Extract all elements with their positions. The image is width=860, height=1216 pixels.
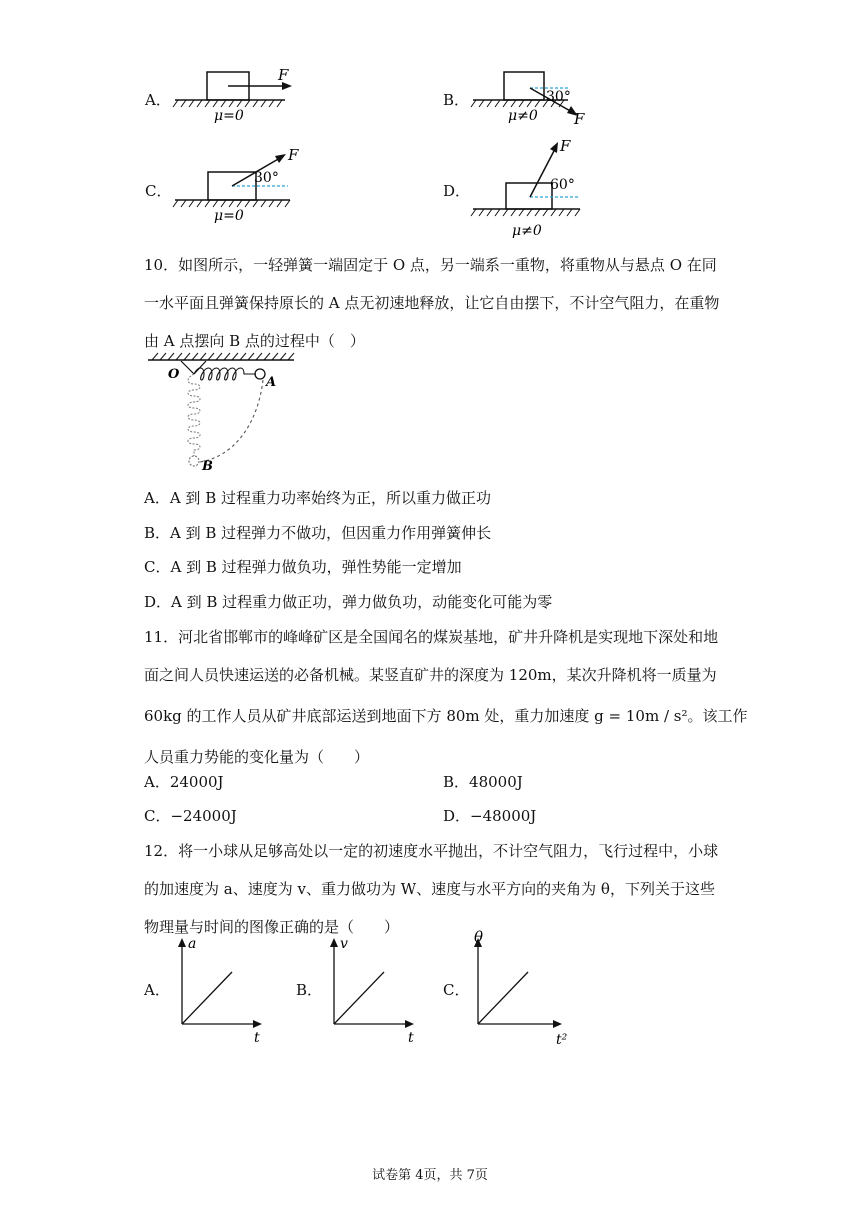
weight-at-b: [189, 456, 199, 466]
q11-option-c: C．−24000J: [144, 807, 237, 825]
y-axis-arrow: [178, 938, 186, 947]
x-axis-arrow: [553, 1020, 562, 1028]
q11-stem-line-2: 面之间人员快速运送的必备机械。某竖直矿井的深度为 120m，某次升降机将一质量为: [144, 666, 717, 684]
q9-option-d-letter: D．: [443, 182, 471, 200]
ground-hatch: [173, 100, 282, 107]
q10-option-b: B．A 到 B 过程弹力不做功，但因重力作用弹簧伸长: [144, 524, 492, 542]
q11-stem-line-1: 11．河北省邯郸市的峰峰矿区是全国闻名的煤炭基地，矿井升降机是实现地下深处和地: [144, 628, 719, 646]
spring-vertical: [188, 374, 200, 456]
graph-line: [478, 972, 528, 1024]
y-axis-label: θ: [474, 930, 484, 946]
ground-hatch: [471, 209, 580, 216]
arrow-head: [275, 154, 286, 163]
q12-stem-line-3: 物理量与时间的图像正确的是（ ）: [144, 918, 400, 936]
graph-line: [334, 972, 384, 1024]
q10-option-d: D．A 到 B 过程重力做正功，弹力做负功，动能变化可能为零: [144, 593, 553, 611]
mu-label: μ=0: [214, 108, 244, 124]
q12-graph-c-letter: C．: [443, 981, 470, 999]
q10-stem-line-3: 由 A 点摆向 B 点的过程中（ ）: [144, 332, 365, 350]
q10-option-c: C．A 到 B 过程弹力做负功，弹性势能一定增加: [144, 558, 462, 576]
q10-stem-line-2: 一水平面且弹簧保持原长的 A 点无初速地释放，让它自由摆下，不计空气阻力，在重物: [144, 294, 720, 312]
force-label: F: [560, 137, 571, 155]
x-axis-label: t: [408, 1030, 414, 1046]
y-axis-label: v: [340, 936, 348, 952]
angle-label: 60°: [550, 177, 575, 193]
ground-hatch: [173, 200, 290, 207]
point-o-label: O: [168, 367, 180, 382]
q12-graph-a-letter: A．: [144, 981, 170, 999]
mu-label: μ=0: [214, 208, 244, 224]
y-axis-label: a: [188, 936, 197, 952]
q10-option-a: A．A 到 B 过程重力功率始终为正，所以重力做正功: [144, 489, 491, 507]
q11-stem-line-3: 60kg 的工作人员从矿井底部运送到地面下方 80m 处，重力加速度 g = 10m / s²。该工作: [144, 707, 748, 725]
y-axis-arrow: [330, 938, 338, 947]
x-axis-arrow: [405, 1020, 414, 1028]
q12-graph-b: [322, 934, 422, 1046]
q11-option-b: B．48000J: [443, 773, 523, 791]
spring-horizontal: [194, 368, 256, 380]
ceiling-hatch: [152, 353, 294, 360]
force-label: F: [288, 146, 299, 164]
q10-stem-line-1: 10．如图所示，一轻弹簧一端固定于 O 点，另一端系一重物，将重物从与悬点 O 在同: [144, 256, 717, 274]
x-axis-label: t²: [556, 1032, 568, 1048]
q12-graph-b-letter: B．: [296, 981, 323, 999]
force-label: F: [574, 110, 585, 124]
q9-option-c-diagram: [170, 140, 310, 224]
weight-at-a: [255, 369, 265, 379]
q9-option-a-diagram: [170, 62, 310, 124]
q10-spring-diagram: [146, 352, 296, 474]
angle-label: 30°: [254, 170, 279, 186]
block: [504, 72, 544, 100]
page-footer: 试卷第 4页，共 7页: [372, 1168, 488, 1183]
q9-option-b-letter: B．: [443, 91, 470, 109]
support-strut: [181, 361, 194, 374]
q9-option-b-diagram: [468, 62, 598, 124]
q9-option-c-letter: C．: [145, 182, 172, 200]
q9-option-d-diagram: [468, 135, 608, 239]
x-axis-label: t: [254, 1030, 260, 1046]
angle-label: 30°: [546, 89, 571, 105]
q9-option-a-letter: A．: [145, 91, 171, 109]
q12-graph-c: [466, 930, 574, 1048]
q11-option-a: A．24000J: [144, 773, 224, 791]
q11-option-d: D．−48000J: [443, 807, 537, 825]
mu-label: μ≠0: [512, 223, 542, 239]
block: [506, 183, 552, 209]
graph-line: [182, 972, 232, 1024]
force-label: F: [278, 66, 289, 84]
q12-graph-a: [170, 934, 270, 1046]
point-b-label: B: [202, 459, 213, 474]
x-axis-arrow: [253, 1020, 262, 1028]
q12-stem-line-2: 的加速度为 a、速度为 v、重力做功为 W、速度与水平方向的夹角为 θ，下列关于这些: [144, 880, 715, 898]
mu-label: μ≠0: [508, 108, 538, 124]
q12-stem-line-1: 12．将一小球从足够高处以一定的初速度水平抛出，不计空气阻力，飞行过程中，小球: [144, 842, 719, 860]
point-a-label: A: [266, 375, 277, 390]
q11-stem-line-4: 人员重力势能的变化量为（ ）: [144, 748, 370, 766]
trajectory-curve: [200, 380, 263, 462]
